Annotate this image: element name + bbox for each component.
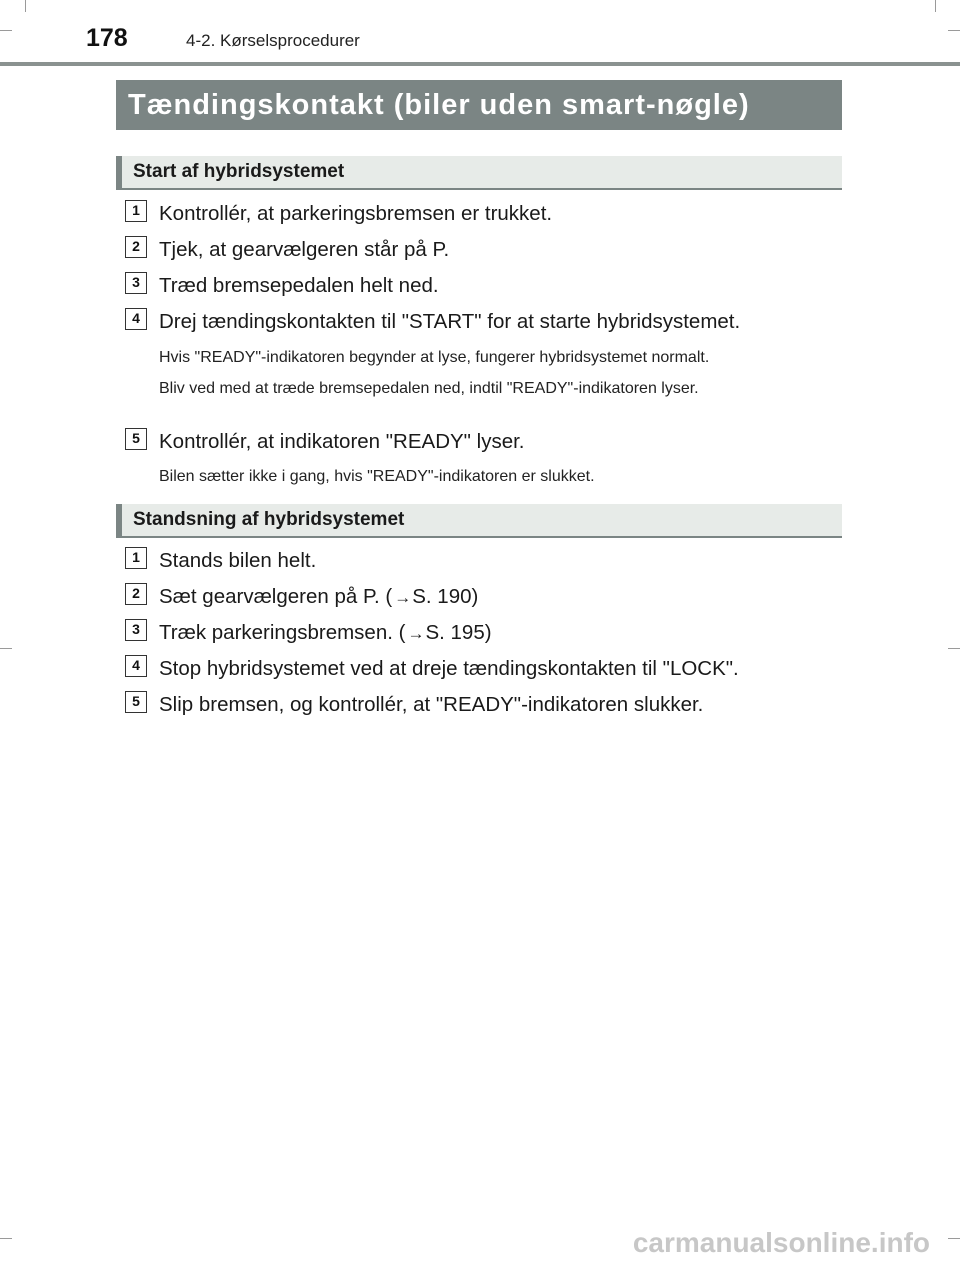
step-number: 4 [125,308,147,330]
arrow-right-icon: → [394,588,412,607]
page-number: 178 [86,24,128,52]
step-number: 3 [125,619,147,641]
heading-accent [116,504,122,536]
step-note: Hvis "READY"-indikatoren begynder at lyse, fungerer hybridsystemet normalt. [159,349,710,366]
start-section-heading [116,156,842,190]
step-number: 5 [125,428,147,450]
stop-heading-label: Standsning af hybridsystemet [133,509,405,530]
header-divider [0,62,960,66]
step-note: Bliv ved med at træde bremsepedalen ned, indtil "READY"-indikatoren lyser. [159,380,699,397]
step-text: Slip bremsen, og kontrollér, at "READY"-indikatoren slukker. [159,693,704,716]
crop-mark [0,1238,12,1239]
step-text: Træd bremsepedalen helt ned. [159,274,439,297]
step-text: Kontrollér, at parkeringsbremsen er trukket. [159,202,553,225]
crop-mark [0,648,12,649]
crop-mark [948,1238,960,1239]
watermark: carmanualsonline.info [632,1227,930,1258]
stop-section-heading [116,504,842,538]
step-number: 2 [125,236,147,258]
step-number: 3 [125,272,147,294]
arrow-right-icon: → [407,624,425,643]
step-text: Stands bilen helt. [159,549,317,572]
step-number: 2 [125,583,147,605]
step-number: 1 [125,547,147,569]
step-text: Drej tændingskontakten til "START" for at starte hybridsystemet. [159,310,741,333]
step-text-before: Træk parkeringsbremsen. ( [159,621,406,644]
step-number: 4 [125,655,147,677]
step-text [159,585,478,609]
start-heading-label: Start af hybridsystemet [133,161,345,182]
step-text: Kontrollér, at indikatoren "READY" lyser. [159,430,525,453]
step-text: Tjek, at gearvælgeren står på P. [159,238,450,261]
page-header [0,0,960,70]
step-text-before: Sæt gearvælgeren på P. ( [159,585,393,608]
step-text: Stop hybridsystemet ved at dreje tændingskontakten til "LOCK". [159,657,739,680]
step-number: 5 [125,691,147,713]
page-reference-link[interactable]: S. 195) [425,621,492,644]
page-reference-link[interactable]: S. 190) [412,585,479,608]
heading-accent [116,156,122,188]
step-number: 1 [125,200,147,222]
crop-mark [948,648,960,649]
step-note: Bilen sætter ikke i gang, hvis "READY"-indikatoren er slukket. [159,468,595,485]
chapter-label: 4-2. Kørselsprocedurer [186,31,360,50]
step-text [159,621,492,645]
page-title: Tændingskontakt (biler uden smart-nøgle) [116,80,842,130]
